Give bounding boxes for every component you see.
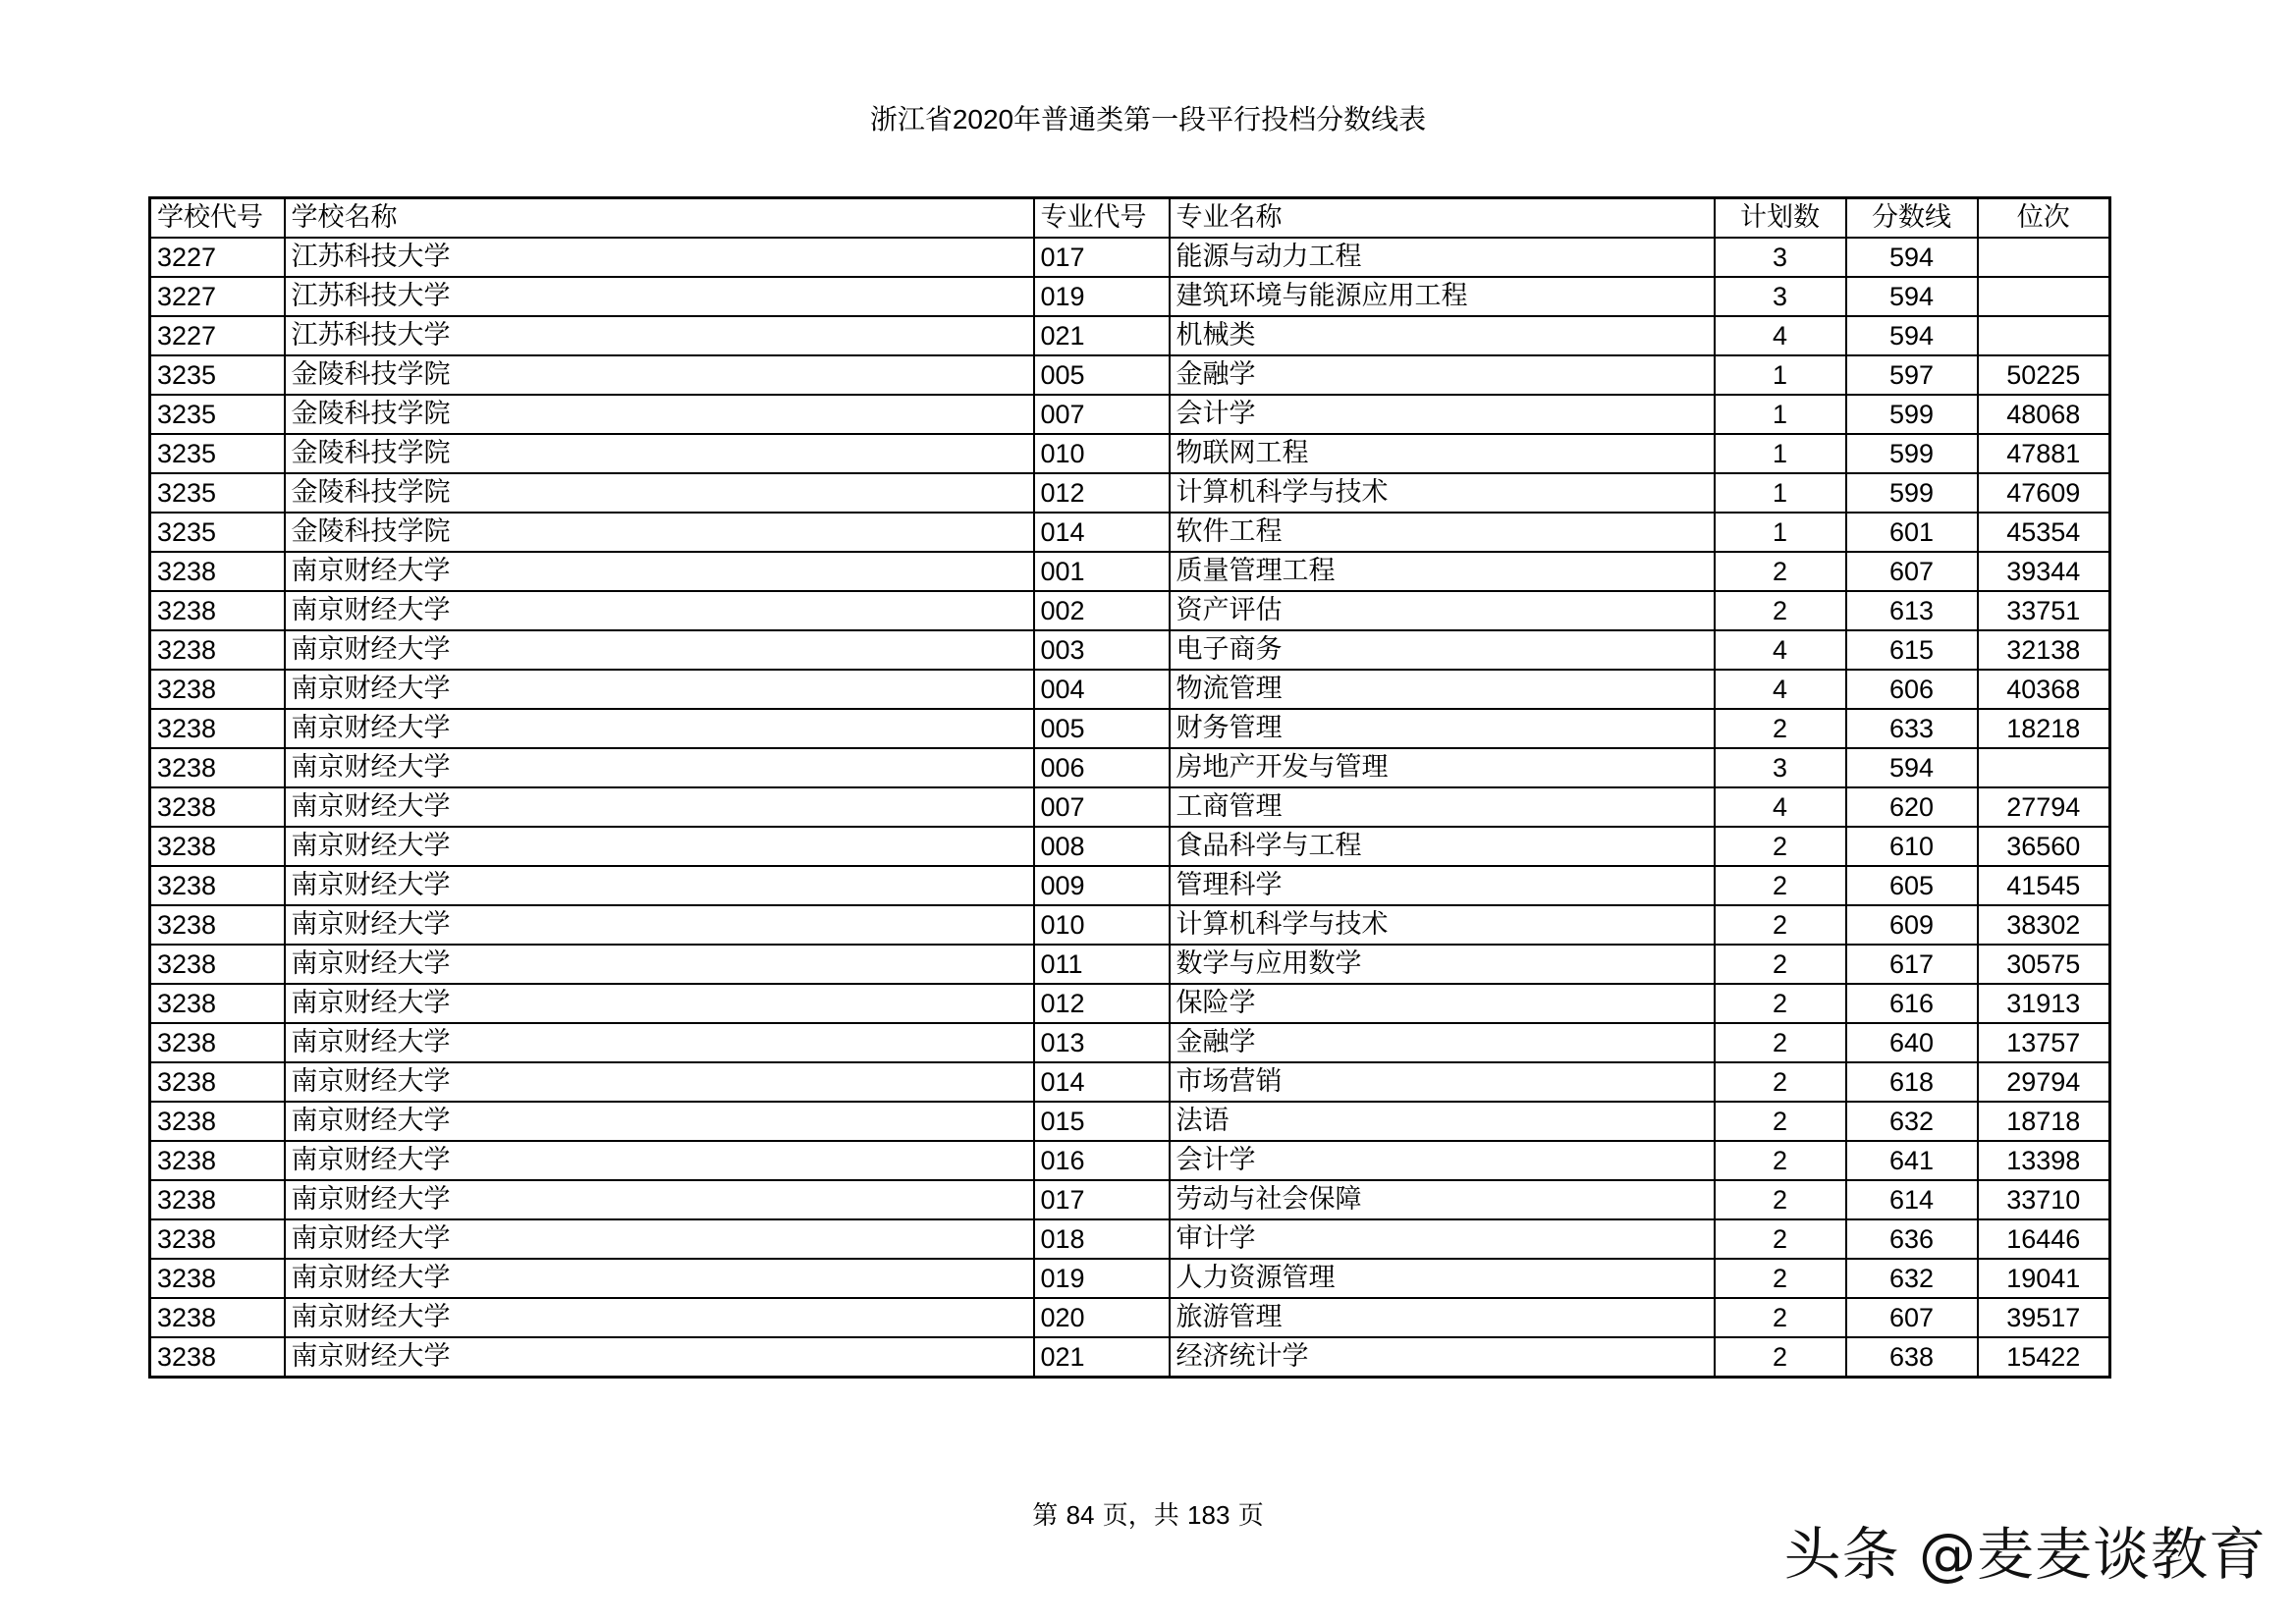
cell-score: 615 [1846,630,1978,670]
cell-major-name: 资产评估 [1170,591,1715,630]
cell-school-code: 3238 [150,905,285,945]
cell-major-code: 009 [1034,866,1170,905]
footer-current-page: 84 [1066,1500,1095,1530]
cell-school-name: 南京财经大学 [285,1023,1034,1062]
header-major-code: 专业代号 [1034,198,1170,239]
cell-major-code: 011 [1034,945,1170,984]
cell-major-code: 012 [1034,984,1170,1023]
title-suffix: 年普通类第一段平行投档分数线表 [1013,103,1427,135]
table-row [150,591,2110,630]
cell-major-code: 018 [1034,1219,1170,1259]
cell-school-code: 3238 [150,591,285,630]
cell-rank: 33751 [1978,591,2110,630]
cell-school-code: 3238 [150,670,285,709]
cell-major-code: 001 [1034,552,1170,591]
table-row [150,748,2110,787]
cell-rank: 38302 [1978,905,2110,945]
cell-school-code: 3238 [150,630,285,670]
cell-major-code: 021 [1034,1337,1170,1378]
cell-rank: 50225 [1978,355,2110,395]
cell-plan: 3 [1715,277,1846,316]
header-rank: 位次 [1978,198,2110,239]
cell-school-name: 金陵科技学院 [285,355,1034,395]
cell-score: 605 [1846,866,1978,905]
cell-school-name: 南京财经大学 [285,984,1034,1023]
cell-plan: 2 [1715,1102,1846,1141]
cell-major-code: 003 [1034,630,1170,670]
cell-major-name: 电子商务 [1170,630,1715,670]
table-row [150,513,2110,552]
table-row [150,827,2110,866]
cell-school-name: 南京财经大学 [285,709,1034,748]
cell-major-name: 能源与动力工程 [1170,238,1715,277]
cell-score: 632 [1846,1259,1978,1298]
title-prefix: 浙江省 [869,103,953,135]
cell-score: 641 [1846,1141,1978,1180]
cell-school-code: 3227 [150,316,285,355]
table-row [150,670,2110,709]
cell-major-name: 人力资源管理 [1170,1259,1715,1298]
cell-plan: 2 [1715,984,1846,1023]
table-row [150,1259,2110,1298]
cell-rank: 33710 [1978,1180,2110,1219]
cell-score: 609 [1846,905,1978,945]
header-school-name: 学校名称 [285,198,1034,239]
cell-major-code: 016 [1034,1141,1170,1180]
header-score: 分数线 [1846,198,1978,239]
cell-score: 632 [1846,1102,1978,1141]
cell-score: 599 [1846,473,1978,513]
cell-major-code: 010 [1034,905,1170,945]
cell-major-code: 019 [1034,1259,1170,1298]
cell-plan: 1 [1715,395,1846,434]
cell-score: 607 [1846,1298,1978,1337]
cell-school-code: 3238 [150,1298,285,1337]
cell-score: 636 [1846,1219,1978,1259]
cell-major-name: 金融学 [1170,355,1715,395]
table-row [150,1141,2110,1180]
title-year: 2020 [952,104,1014,135]
cell-school-name: 南京财经大学 [285,866,1034,905]
cell-score: 599 [1846,434,1978,473]
cell-rank: 30575 [1978,945,2110,984]
cell-major-code: 017 [1034,238,1170,277]
cell-score: 618 [1846,1062,1978,1102]
cell-major-name: 计算机科学与技术 [1170,905,1715,945]
cell-rank: 13398 [1978,1141,2110,1180]
cell-school-code: 3238 [150,1023,285,1062]
cell-rank: 41545 [1978,866,2110,905]
cell-score: 640 [1846,1023,1978,1062]
cell-major-name: 法语 [1170,1102,1715,1141]
table-row [150,1023,2110,1062]
cell-plan: 1 [1715,434,1846,473]
cell-score: 594 [1846,748,1978,787]
cell-plan: 2 [1715,945,1846,984]
cell-plan: 2 [1715,1337,1846,1378]
cell-score: 594 [1846,277,1978,316]
cell-school-name: 南京财经大学 [285,591,1034,630]
cell-major-name: 财务管理 [1170,709,1715,748]
cell-major-name: 劳动与社会保障 [1170,1180,1715,1219]
cell-rank: 19041 [1978,1259,2110,1298]
cell-school-code: 3238 [150,1259,285,1298]
score-table [148,196,2111,1379]
table-row [150,1337,2110,1378]
cell-rank: 31913 [1978,984,2110,1023]
cell-score: 617 [1846,945,1978,984]
cell-rank: 27794 [1978,787,2110,827]
cell-major-name: 机械类 [1170,316,1715,355]
cell-plan: 1 [1715,513,1846,552]
cell-rank [1978,238,2110,277]
cell-major-name: 审计学 [1170,1219,1715,1259]
cell-rank [1978,748,2110,787]
cell-plan: 2 [1715,905,1846,945]
footer-suffix: 页 [1237,1501,1264,1531]
cell-school-code: 3238 [150,1062,285,1102]
cell-plan: 2 [1715,709,1846,748]
cell-rank: 32138 [1978,630,2110,670]
cell-score: 633 [1846,709,1978,748]
cell-rank: 15422 [1978,1337,2110,1378]
cell-school-name: 金陵科技学院 [285,434,1034,473]
cell-major-name: 数学与应用数学 [1170,945,1715,984]
cell-plan: 4 [1715,670,1846,709]
cell-score: 594 [1846,238,1978,277]
cell-rank: 16446 [1978,1219,2110,1259]
cell-school-name: 南京财经大学 [285,787,1034,827]
table-row [150,277,2110,316]
cell-school-code: 3238 [150,1102,285,1141]
cell-plan: 2 [1715,1259,1846,1298]
cell-major-code: 013 [1034,1023,1170,1062]
cell-major-code: 019 [1034,277,1170,316]
cell-score: 616 [1846,984,1978,1023]
cell-major-name: 物流管理 [1170,670,1715,709]
cell-major-code: 005 [1034,355,1170,395]
cell-major-code: 020 [1034,1298,1170,1337]
cell-school-code: 3238 [150,1180,285,1219]
cell-score: 613 [1846,591,1978,630]
cell-plan: 4 [1715,316,1846,355]
cell-school-code: 3235 [150,473,285,513]
table-row [150,473,2110,513]
cell-rank: 39344 [1978,552,2110,591]
cell-major-code: 006 [1034,748,1170,787]
cell-school-name: 江苏科技大学 [285,277,1034,316]
table-body [150,238,2110,1378]
cell-school-name: 南京财经大学 [285,1180,1034,1219]
header-plan: 计划数 [1715,198,1846,239]
cell-major-code: 007 [1034,787,1170,827]
cell-plan: 1 [1715,355,1846,395]
cell-score: 594 [1846,316,1978,355]
cell-school-code: 3238 [150,1337,285,1378]
cell-major-name: 经济统计学 [1170,1337,1715,1378]
cell-school-name: 金陵科技学院 [285,513,1034,552]
table-row [150,630,2110,670]
cell-rank: 47881 [1978,434,2110,473]
cell-major-name: 会计学 [1170,1141,1715,1180]
table-row [150,709,2110,748]
cell-school-code: 3238 [150,1141,285,1180]
table-row [150,434,2110,473]
table-row [150,1298,2110,1337]
cell-plan: 2 [1715,591,1846,630]
cell-school-code: 3227 [150,238,285,277]
cell-major-name: 软件工程 [1170,513,1715,552]
cell-rank [1978,316,2110,355]
header-school-code: 学校代号 [150,198,285,239]
cell-rank: 29794 [1978,1062,2110,1102]
table-row [150,866,2110,905]
table-row [150,1219,2110,1259]
cell-rank: 47609 [1978,473,2110,513]
table-row [150,316,2110,355]
cell-school-code: 3238 [150,552,285,591]
table-row [150,395,2110,434]
cell-school-code: 3235 [150,513,285,552]
cell-rank: 48068 [1978,395,2110,434]
cell-school-name: 南京财经大学 [285,1062,1034,1102]
cell-major-code: 021 [1034,316,1170,355]
cell-plan: 3 [1715,238,1846,277]
table-row [150,905,2110,945]
cell-school-name: 南京财经大学 [285,630,1034,670]
cell-score: 606 [1846,670,1978,709]
cell-school-code: 3227 [150,277,285,316]
cell-major-name: 市场营销 [1170,1062,1715,1102]
cell-score: 607 [1846,552,1978,591]
cell-school-name: 南京财经大学 [285,552,1034,591]
table-row [150,552,2110,591]
cell-school-code: 3235 [150,434,285,473]
cell-major-name: 保险学 [1170,984,1715,1023]
footer-prefix: 第 [1032,1501,1059,1531]
cell-school-code: 3238 [150,827,285,866]
cell-school-name: 南京财经大学 [285,670,1034,709]
cell-rank: 36560 [1978,827,2110,866]
table-row [150,787,2110,827]
cell-plan: 4 [1715,630,1846,670]
cell-major-name: 建筑环境与能源应用工程 [1170,277,1715,316]
cell-school-code: 3238 [150,709,285,748]
cell-rank: 40368 [1978,670,2110,709]
watermark: 头条 @麦麦谈教育 [1783,1521,2267,1588]
table-row [150,355,2110,395]
cell-major-name: 房地产开发与管理 [1170,748,1715,787]
cell-rank: 45354 [1978,513,2110,552]
cell-school-name: 南京财经大学 [285,1141,1034,1180]
cell-score: 614 [1846,1180,1978,1219]
cell-school-code: 3238 [150,866,285,905]
footer-total-pages: 183 [1187,1500,1230,1530]
cell-school-name: 南京财经大学 [285,905,1034,945]
cell-rank [1978,277,2110,316]
table-row [150,1180,2110,1219]
cell-school-code: 3235 [150,355,285,395]
cell-school-name: 江苏科技大学 [285,316,1034,355]
cell-major-code: 017 [1034,1180,1170,1219]
page-title [0,100,2296,139]
cell-major-name: 食品科学与工程 [1170,827,1715,866]
cell-school-name: 江苏科技大学 [285,238,1034,277]
table-header-row [150,198,2110,239]
cell-school-code: 3235 [150,395,285,434]
cell-plan: 2 [1715,1219,1846,1259]
cell-major-name: 物联网工程 [1170,434,1715,473]
cell-score: 638 [1846,1337,1978,1378]
cell-major-name: 会计学 [1170,395,1715,434]
cell-plan: 2 [1715,552,1846,591]
cell-plan: 2 [1715,827,1846,866]
cell-major-code: 004 [1034,670,1170,709]
cell-major-code: 005 [1034,709,1170,748]
cell-school-name: 金陵科技学院 [285,395,1034,434]
cell-rank: 39517 [1978,1298,2110,1337]
cell-school-code: 3238 [150,1219,285,1259]
header-major-name: 专业名称 [1170,198,1715,239]
cell-plan: 2 [1715,1023,1846,1062]
cell-school-name: 金陵科技学院 [285,473,1034,513]
cell-school-name: 南京财经大学 [285,1102,1034,1141]
cell-major-code: 007 [1034,395,1170,434]
cell-plan: 3 [1715,748,1846,787]
cell-school-code: 3238 [150,945,285,984]
cell-score: 599 [1846,395,1978,434]
cell-school-name: 南京财经大学 [285,1298,1034,1337]
cell-major-code: 010 [1034,434,1170,473]
cell-major-name: 工商管理 [1170,787,1715,827]
cell-school-code: 3238 [150,748,285,787]
cell-major-code: 002 [1034,591,1170,630]
cell-plan: 1 [1715,473,1846,513]
cell-major-code: 014 [1034,1062,1170,1102]
cell-school-code: 3238 [150,984,285,1023]
cell-plan: 2 [1715,1180,1846,1219]
cell-major-name: 管理科学 [1170,866,1715,905]
cell-major-code: 015 [1034,1102,1170,1141]
cell-score: 597 [1846,355,1978,395]
cell-rank: 18218 [1978,709,2110,748]
cell-rank: 13757 [1978,1023,2110,1062]
cell-school-name: 南京财经大学 [285,1337,1034,1378]
cell-school-name: 南京财经大学 [285,945,1034,984]
table-row [150,984,2110,1023]
cell-score: 620 [1846,787,1978,827]
cell-major-name: 旅游管理 [1170,1298,1715,1337]
cell-major-name: 金融学 [1170,1023,1715,1062]
cell-school-name: 南京财经大学 [285,1259,1034,1298]
cell-major-code: 014 [1034,513,1170,552]
cell-major-code: 008 [1034,827,1170,866]
table-row [150,945,2110,984]
footer-middle: 页，共 [1102,1501,1179,1531]
cell-score: 610 [1846,827,1978,866]
cell-school-name: 南京财经大学 [285,748,1034,787]
table-row [150,238,2110,277]
cell-major-name: 质量管理工程 [1170,552,1715,591]
cell-score: 601 [1846,513,1978,552]
cell-plan: 2 [1715,1298,1846,1337]
cell-plan: 2 [1715,1062,1846,1102]
cell-school-name: 南京财经大学 [285,827,1034,866]
cell-school-code: 3238 [150,787,285,827]
cell-school-name: 南京财经大学 [285,1219,1034,1259]
table-row [150,1102,2110,1141]
cell-plan: 2 [1715,1141,1846,1180]
cell-rank: 18718 [1978,1102,2110,1141]
cell-major-name: 计算机科学与技术 [1170,473,1715,513]
cell-major-code: 012 [1034,473,1170,513]
table-row [150,1062,2110,1102]
cell-plan: 2 [1715,866,1846,905]
cell-plan: 4 [1715,787,1846,827]
